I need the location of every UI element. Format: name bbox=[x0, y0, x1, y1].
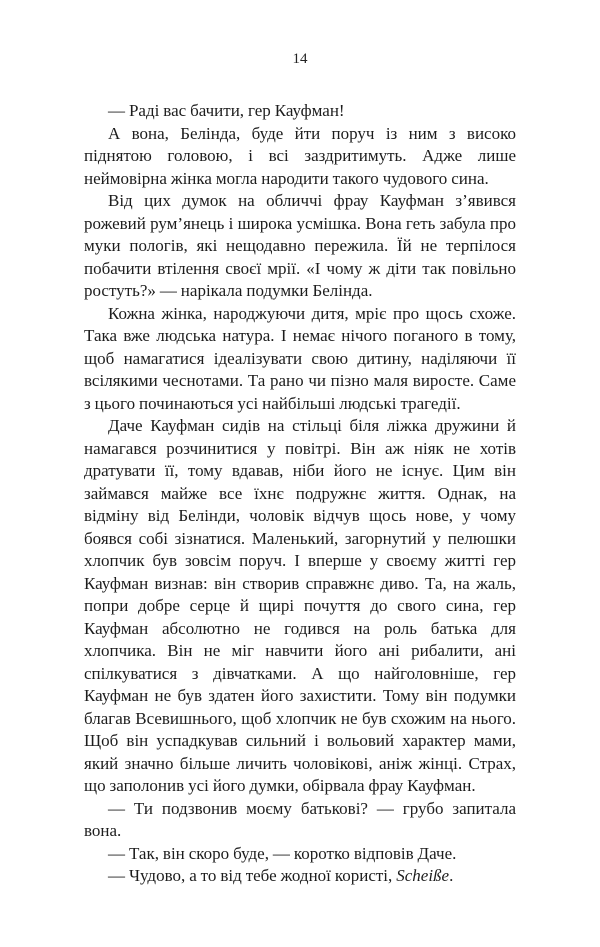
paragraph: Від цих думок на обличчі фрау Кауфман з’явився рожевий рум’янець і широка усмішка. Вона геть забула про муки пологів, які нещодавно пережила. Їй не терпілося побачити втілення своєї мрії. «І чому ж діти так повільно ростуть?» — нарікала подумки Белінда. bbox=[84, 191, 516, 300]
paragraph-text: — Чудово, а то від тебе жодної користі, bbox=[108, 866, 397, 885]
paragraph-dialogue: — Ти подзвонив моєму батькові? — грубо запитала вона. bbox=[84, 798, 516, 840]
paragraph-dialogue bbox=[84, 865, 516, 888]
foreign-word-italic: Scheiße bbox=[396, 866, 450, 885]
paragraph-text: . bbox=[449, 866, 454, 885]
paragraph: А вона, Белінда, буде йти поруч із ним з високо піднятою головою, і всі заздритимуть. Адже лише неймовірна жінка могла народити такого чудового сина. bbox=[84, 123, 516, 188]
paragraph: Даче Кауфман сидів на стільці біля ліжка дружини й намагався розчинитися у повітрі. Він аж ніяк не хотів дратувати її, тому вдавав, ніби його не існує. Цим він займався майже все їхнє подружнє життя. Однак, на відміну від Белінди, чоловік відчув щось нове, у чому боявся собі зізнатися. Маленький, загорнутий у пелюшки хлопчик був зовсім поруч. І вперше у своєму житті гер Кауфман визнав: він створив справжнє диво. Та, на жаль, попри добре серце й щирі почуття до свого сина, гер Кауфман абсолютно не годився на роль батька для хлопчика. Він не міг навчити його ані рибалити, ані спілкуватися з дівчатками. А що найголовніше, гер Кауфман не був здатен його захистити. Тому він подумки благав Всевишнього, щоб хлопчик не був схожим на нього. Щоб він успадкував сильний і вольовий характер мами, який значно більше личить чоловікові, аніж жінці. Страх, що заполонив усі його думки, обірвала фрау Кауфман. bbox=[84, 416, 516, 795]
paragraph-dialogue: — Раді вас бачити, гер Кауфман! bbox=[108, 101, 345, 120]
text-block bbox=[84, 100, 516, 888]
paragraph: Кожна жінка, народжуючи дитя, мріє про щось схоже. Така вже людська натура. І немає нічого поганого в тому, щоб намагатися ідеалізувати свою дитину, наділяючи її всілякими чеснотами. Та рано чи пізно маля виросте. Саме з цього починаються усі найбільші людські трагедії. bbox=[84, 303, 516, 413]
paragraph-dialogue: — Так, він скоро буде, — коротко відповів Даче. bbox=[108, 843, 457, 863]
page-number: 14 bbox=[292, 51, 308, 67]
